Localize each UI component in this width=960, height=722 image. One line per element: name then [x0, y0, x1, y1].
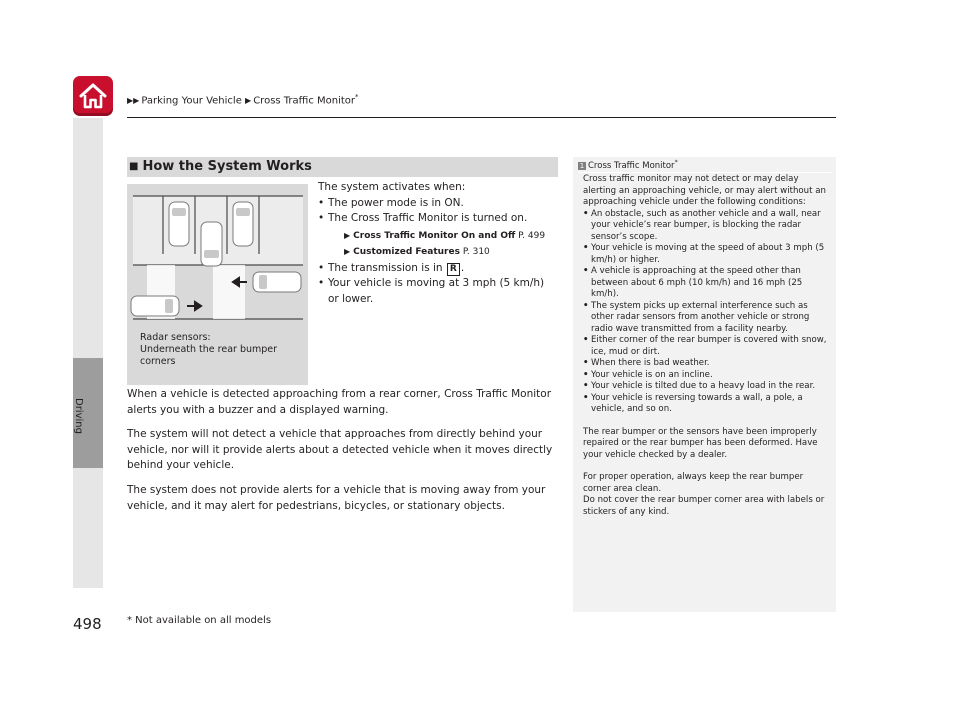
- note-item: • Your vehicle is on an incline.: [583, 370, 831, 382]
- figure-caption: Radar sensors: Underneath the rear bumper corners: [140, 332, 278, 367]
- note-para-operation: For proper operation, always keep the rear bumper corner area clean.: [583, 472, 804, 494]
- body-paragraphs: [127, 387, 557, 514]
- note-item: • An obstacle, such as another vehicle and a wall, near your vehicle’s rear bumper, is blocking the radar sensor’s scope.: [583, 209, 831, 244]
- note-item: • A vehicle is approaching at the speed other than between about 6 mph (10 km/h) and 16 mph (25 km/h).: [583, 266, 831, 301]
- note-number-icon: 1: [579, 161, 585, 170]
- heading-square-icon: ■: [129, 161, 139, 172]
- para-no-alerts: The system does not provide alerts for a vehicle that is moving away from your vehicle, and it may alert for pedestrians, bicycles, or stationary objects.: [127, 483, 546, 512]
- xref-customized-features[interactable]: ▶ Customized Features P. 310: [318, 243, 558, 261]
- note-intro: Cross traffic monitor may not detect or may delay alerting an approaching vehicle, or may alert without an approaching vehicle under the following conditions:: [583, 174, 826, 207]
- note-para-deformed: The rear bumper or the sensors have been improperly repaired or the rear bumper has been deformed. Have your vehicle checked by a dealer.: [583, 426, 818, 460]
- para-not-detect: The system will not detect a vehicle that approaches from directly behind your vehicle, nor will it provide alerts about a detected vehicle when it moves directly behind your vehicle.: [127, 428, 553, 472]
- breadcrumb-arrow-icon: ▶▶: [127, 96, 140, 106]
- note-item: • Your vehicle is moving at the speed of about 3 mph (5 km/h) or higher.: [583, 243, 831, 266]
- bullet-power-mode: • The power mode is in ON.: [318, 196, 558, 212]
- note-item: • Either corner of the rear bumper is covered with snow, ice, mud or dirt.: [583, 335, 831, 358]
- section-heading: [127, 157, 558, 177]
- xref-arrow-icon: ▶: [344, 246, 351, 256]
- activation-intro: The system activates when:: [318, 181, 466, 193]
- note-item: • Your vehicle is reversing towards a wall, a pole, a vehicle, and so on.: [583, 393, 831, 416]
- note-divider: [578, 172, 832, 173]
- breadcrumb-arrow-icon: ▶: [245, 96, 252, 106]
- xref-ctm-on-off[interactable]: ▶ Cross Traffic Monitor On and Off P. 499: [318, 227, 558, 245]
- home-button[interactable]: [73, 76, 113, 116]
- sidebar-top-block: [73, 118, 103, 358]
- page-number: 498: [73, 615, 102, 633]
- reverse-key: R: [447, 263, 460, 276]
- sidebar-section-label: Driving: [73, 398, 84, 434]
- footnote: * Not available on all models: [127, 615, 272, 626]
- note-item: • Your vehicle is tilted due to a heavy load in the rear.: [583, 381, 831, 393]
- bullet-transmission: • The transmission is in R .: [318, 261, 558, 277]
- header-divider: [127, 117, 836, 118]
- bullet-ctm-on: • The Cross Traffic Monitor is turned on.: [318, 211, 558, 227]
- breadcrumb-asterisk: *: [355, 93, 359, 101]
- home-icon: [73, 76, 113, 116]
- breadcrumb-cross-traffic: Cross Traffic Monitor: [253, 95, 356, 107]
- note-para-cover: Do not cover the rear bumper corner area with labels or stickers of any kind.: [583, 495, 825, 517]
- sidebar-bottom-block: [73, 468, 103, 588]
- breadcrumb: [127, 93, 359, 106]
- para-detection: When a vehicle is detected approaching from a rear corner, Cross Traffic Monitor alerts you with a buzzer and a displayed warning.: [127, 388, 552, 416]
- note-title: 1 Cross Traffic Monitor*: [579, 159, 678, 171]
- note-item: • When there is bad weather.: [583, 358, 831, 370]
- section-heading-text: How the System Works: [142, 159, 312, 174]
- note-item: • The system picks up external interference such as other radar sensors from another vehicle or strong radio wave transmitted from a facility nearby.: [583, 301, 831, 336]
- breadcrumb-parking-link[interactable]: Parking Your Vehicle: [141, 95, 242, 107]
- note-body: [583, 174, 831, 518]
- bullet-speed: • Your vehicle is moving at 3 mph (5 km/h) or lower.: [318, 276, 558, 307]
- xref-arrow-icon: ▶: [344, 230, 351, 240]
- activation-conditions: [318, 180, 558, 308]
